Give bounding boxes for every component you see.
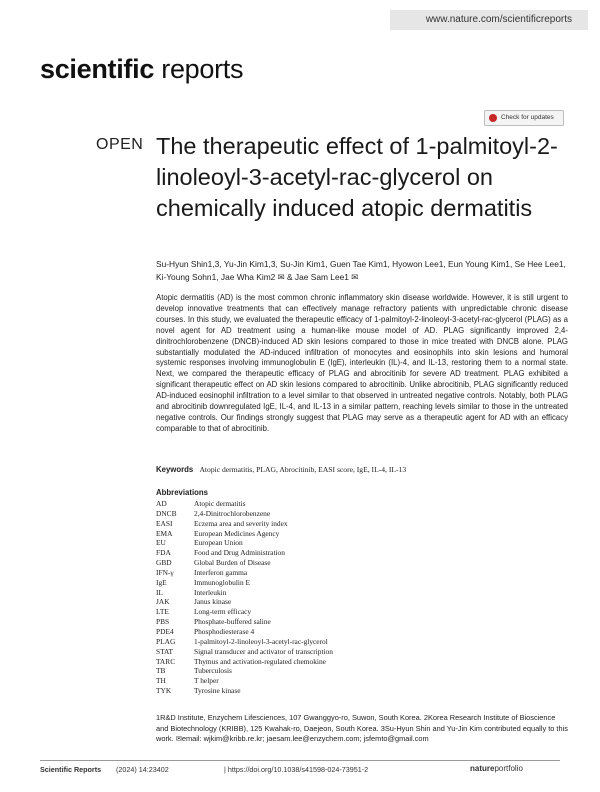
logo-regular: reports xyxy=(161,54,244,84)
keywords xyxy=(156,465,568,474)
journal-logo xyxy=(40,54,243,85)
abbreviation-definition: Food and Drug Administration xyxy=(194,548,285,558)
abbreviation-row xyxy=(156,499,516,509)
abstract: Atopic dermatitis (AD) is the most common chronic inflammatory skin disease worldwide. However, it is still urgent to develop innovative treatments that can effectively manage refractory patients with unpredictable chronic disease courses. In this study, we evaluated the therapeutic efficacy of 1-palmitoyl-2-linoleoyl-3-acetyl-rac-glycerol (PLAG) as a novel agent for AD treatment using a human-like mouse model of AD. PLAG significantly improved 2,4-dinitrochlorobenzene (DNCB)-induced AD skin lesions compared to those in mice treated with DNCB alone. PLAG substantially modulated the AD-induced infiltration of monocytes and eosinophils into skin lesions and humoral systemic responses involving immunoglobulin E (IgE), interleukin (IL)-4, and IL-13, restoring them to a normal state. Next, we compared the therapeutic efficacy of PLAG and abrocitinib for severe AD treatment. PLAG exhibited a significant therapeutic effect on AD skin lesions compared to abrocitinib. Unlike abrocitinib, PLAG significantly reduced AD-induced eosinophil infiltration to a level similar to that observed in untreated negative controls. Notably, both PLAG and abrocitinib downregulated IgE, IL-4, and IL-13 in a similar pattern, reaching levels similar to those in the untreated negative controls. Our findings strongly suggest that PLAG may serve as a therapeutic agent for AD with an efficacy comparable to that of abrocitinib. xyxy=(156,293,568,433)
abbreviation-row xyxy=(156,637,516,647)
abbreviation-row xyxy=(156,666,516,676)
abbreviation-row xyxy=(156,686,516,696)
abbreviation-row xyxy=(156,568,516,578)
abbreviation-definition: Janus kinase xyxy=(194,597,232,607)
abbreviation-row xyxy=(156,558,516,568)
abbreviation-term: LTE xyxy=(156,607,169,617)
open-access-label: OPEN xyxy=(96,136,144,153)
abbreviation-definition: Eczema area and severity index xyxy=(194,518,288,528)
abbreviation-term: PLAG xyxy=(156,636,176,646)
abbreviation-row xyxy=(156,647,516,657)
abbreviation-row xyxy=(156,519,516,529)
abbreviation-row xyxy=(156,538,516,548)
abbreviation-term: IFN-γ xyxy=(156,567,174,577)
abbreviation-definition: Signal transducer and activator of transcription xyxy=(194,646,333,656)
footer-volume: (2024) 14:23402 xyxy=(116,765,169,774)
footer-divider xyxy=(40,760,560,761)
abbreviation-definition: T helper xyxy=(194,676,219,686)
abbreviation-definition: Atopic dermatitis xyxy=(194,499,246,508)
abbreviation-row xyxy=(156,597,516,607)
abbreviation-term: AD xyxy=(156,499,167,508)
footer-doi[interactable]: | https://doi.org/10.1038/s41598-024-73951-2 xyxy=(224,765,369,774)
abbreviation-row xyxy=(156,509,516,519)
abbreviation-definition: Tuberculosis xyxy=(194,666,232,676)
abbreviation-row xyxy=(156,617,516,627)
page-footer xyxy=(40,765,560,777)
abbreviation-term: DNCB xyxy=(156,508,177,518)
logo-bold: scientific xyxy=(40,54,155,84)
abbreviation-term: PBS xyxy=(156,617,170,627)
abbreviation-term: JAK xyxy=(156,597,170,607)
abbreviation-definition: Thymus and activation-regulated chemokine xyxy=(194,656,326,666)
abbreviation-term: TB xyxy=(156,666,166,676)
abbreviation-definition: 2,4-Dinitrochlorobenzene xyxy=(194,508,271,518)
abbreviation-row xyxy=(156,548,516,558)
abbreviation-definition: Phosphodiesterase 4 xyxy=(194,626,255,636)
abbreviation-term: GBD xyxy=(156,558,172,568)
abbreviations-heading: Abbreviations xyxy=(156,488,208,497)
abbreviation-term: EU xyxy=(156,538,166,548)
abbreviation-row xyxy=(156,676,516,686)
affiliations: 1R&D Institute, Enzychem Lifesciences, 107 Gwanggyo-ro, Suwon, South Korea. 2Korea Research Institute of Bioscience and Biotechnology (KRIBB), 125 Kwahak-ro, Daejeon, South Korea. 3Su-Hyun Shin and Yu-Jin Kim contributed equally to this work. ✉email: wjkim@kribb.re.kr; jaesam.lee@enzychem.com; jsfemto@gmail.com xyxy=(156,713,568,744)
abbreviation-definition: Phosphate-buffered saline xyxy=(194,617,271,627)
footer-journal: Scientific Reports xyxy=(40,765,102,774)
abbreviation-row xyxy=(156,607,516,617)
abbreviation-definition: Interleukin xyxy=(194,587,227,597)
abbreviation-term: PDE4 xyxy=(156,626,174,636)
abbreviation-definition: Immunoglobulin E xyxy=(194,577,251,587)
abbreviation-definition: European Medicines Agency xyxy=(194,528,280,538)
abbreviation-definition: Tyrosine kinase xyxy=(194,686,241,696)
abbreviations-list xyxy=(156,488,516,696)
publisher-regular: portfolio xyxy=(494,764,523,773)
abbreviation-row xyxy=(156,578,516,588)
abbreviation-definition: European Union xyxy=(194,538,243,548)
publisher-logo xyxy=(470,764,523,773)
abbreviation-term: TH xyxy=(156,676,166,686)
keywords-label: Keywords xyxy=(156,465,194,474)
abbreviation-term: IL xyxy=(156,587,163,597)
abbreviation-row xyxy=(156,529,516,539)
keywords-value: Atopic dermatitis, PLAG, Abrocitinib, EASI score, IgE, IL-4, IL-13 xyxy=(199,465,407,474)
journal-url[interactable]: www.nature.com/scientificreports xyxy=(425,14,572,25)
check-for-updates-button[interactable] xyxy=(484,110,564,126)
abbreviation-term: EASI xyxy=(156,518,173,528)
publisher-bold: nature xyxy=(470,764,495,773)
abbreviation-term: STAT xyxy=(156,646,174,656)
journal-url-bar xyxy=(0,10,588,30)
abbreviation-term: IgE xyxy=(156,577,167,587)
abbreviation-definition: 1-palmitoyl-2-linoleoyl-3-acetyl-rac-glycerol xyxy=(194,636,328,646)
abbreviation-term: FDA xyxy=(156,548,171,558)
abbreviation-row xyxy=(156,588,516,598)
abbreviation-definition: Interferon gamma xyxy=(194,567,248,577)
article-title: The therapeutic effect of 1-palmitoyl-2-linoleoyl-3-acetyl-rac-glycerol on chemically induced atopic dermatitis xyxy=(156,133,558,221)
abbreviation-row xyxy=(156,627,516,637)
abbreviation-term: TARC xyxy=(156,656,176,666)
abbreviation-row xyxy=(156,657,516,667)
update-icon xyxy=(489,114,497,122)
abbreviation-term: EMA xyxy=(156,528,173,538)
abbreviation-definition: Long-term efficacy xyxy=(194,607,252,617)
abbreviation-definition: Global Burden of Disease xyxy=(194,558,271,568)
check-updates-label: Check for updates xyxy=(501,114,554,121)
author-list: Su-Hyun Shin1,3, Yu-Jin Kim1,3, Su-Jin Kim1, Guen Tae Kim1, Hyowon Lee1, Eun Young Kim1, Se Hee Lee1, Ki-Young Sohn1, Jae Wha Kim2 ✉ & Jae Sam Lee1 ✉ xyxy=(156,259,566,282)
abbreviation-term: TYK xyxy=(156,686,172,696)
